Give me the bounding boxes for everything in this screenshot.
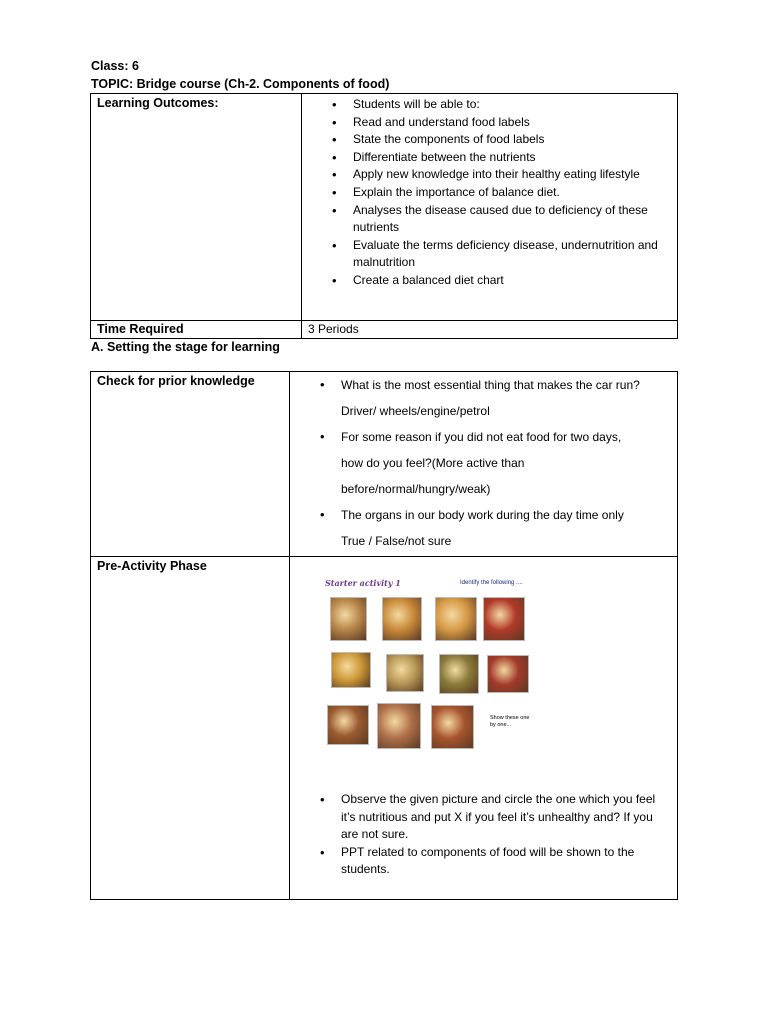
- topic-line: TOPIC: Bridge course (Ch-2. Components of food): [91, 77, 390, 91]
- food-photo: [435, 597, 477, 641]
- class-line: Class: 6: [91, 59, 139, 73]
- list-item: • PPT related to components of food will be shown to the students.: [316, 844, 671, 879]
- food-photo: [331, 652, 371, 688]
- prior-answer: True / False/not sure: [341, 534, 452, 548]
- prior-question: For some reason if you did not eat food for two days,: [341, 430, 622, 444]
- food-photo: [439, 654, 479, 694]
- prior-knowledge-list: [316, 372, 671, 398]
- list-item: • Differentiate between the nutrients: [328, 149, 671, 167]
- food-photo: [330, 597, 367, 641]
- learning-outcomes-cell: [302, 94, 678, 321]
- section-a-title: A. Setting the stage for learning: [91, 340, 280, 354]
- pre-activity-label: Pre-Activity Phase: [97, 559, 207, 573]
- time-required-label: Time Required: [97, 322, 184, 336]
- starter-activity-title: Starter activity 1: [325, 578, 401, 588]
- list-item: [316, 372, 671, 398]
- time-label-cell: [91, 321, 302, 339]
- food-photo: [386, 654, 424, 692]
- list-item: • Students will be able to:: [328, 96, 671, 114]
- prior-knowledge-cell: [290, 372, 678, 557]
- list-item: • Read and understand food labels: [328, 114, 671, 132]
- list-item: • State the components of food labels: [328, 131, 671, 149]
- learning-outcomes-table: [90, 93, 678, 339]
- list-item: • Evaluate the terms deficiency disease, undernutrition and malnutrition: [328, 237, 663, 272]
- food-photo: [327, 705, 369, 745]
- food-photo: [487, 655, 529, 693]
- prior-question: What is the most essential thing that makes the car run?: [341, 378, 640, 392]
- list-item: • Observe the given picture and circle the one which you feel it’s nutritious and put X if you feel it’s unhealthy and? If you are not sure.: [316, 791, 661, 844]
- prior-answer: Driver/ wheels/engine/petrol: [341, 404, 490, 418]
- food-photo: [377, 703, 421, 749]
- list-item: [316, 502, 671, 528]
- prior-knowledge-label-cell: [91, 372, 290, 557]
- identify-following-label: Identify the following ....: [460, 580, 523, 586]
- prior-knowledge-list-2: [316, 424, 671, 450]
- food-photo: [431, 705, 474, 749]
- time-value-cell: [302, 321, 678, 339]
- show-one-by-one-note: Show these one by one...: [490, 715, 530, 728]
- prior-answer-continued: before/normal/hungry/weak): [341, 482, 491, 496]
- list-item: • Explain the importance of balance diet.: [328, 184, 671, 202]
- starter-activity-image: [320, 572, 542, 752]
- food-photo: [483, 597, 525, 641]
- prior-answer: how do you feel?(More active than: [341, 456, 525, 470]
- prior-question: The organs in our body work during the day time only: [341, 508, 624, 522]
- learning-outcomes-label-cell: [91, 94, 302, 321]
- learning-outcomes-label: Learning Outcomes:: [97, 96, 219, 110]
- time-required-value: 3 Periods: [308, 322, 359, 336]
- prior-knowledge-list-3: [316, 502, 671, 528]
- prior-knowledge-label: Check for prior knowledge: [97, 374, 255, 388]
- list-item: • Analyses the disease caused due to deficiency of these nutrients: [328, 202, 663, 237]
- learning-outcomes-list: [328, 96, 671, 290]
- list-item: • Apply new knowledge into their healthy eating lifestyle: [328, 166, 671, 184]
- food-photo: [382, 597, 422, 641]
- list-item: [316, 424, 671, 450]
- pre-activity-list: [316, 791, 671, 879]
- list-item: • Create a balanced diet chart: [328, 272, 671, 290]
- pre-activity-label-cell: [91, 557, 290, 900]
